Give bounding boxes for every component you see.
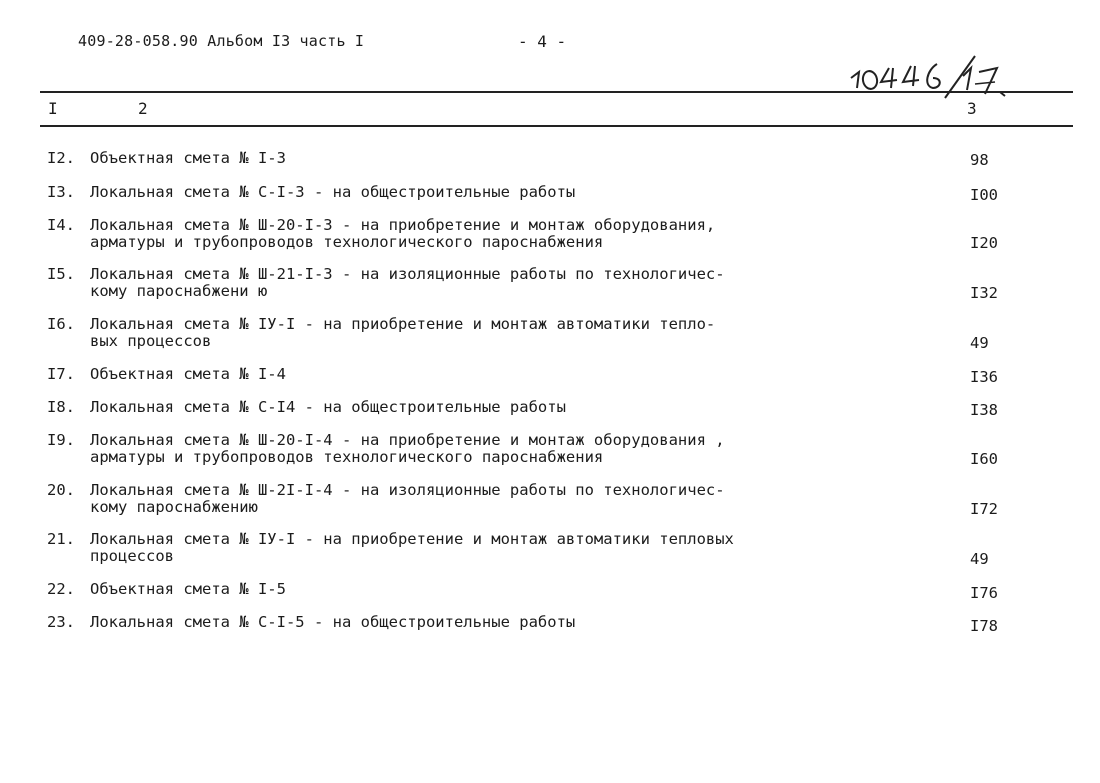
item-line-1: Локальная смета № IУ-I - на приобретение и монтаж автоматики тепловых: [90, 530, 734, 548]
item-line-1: Объектная смета № I-3: [90, 149, 286, 167]
item-number: I5.: [47, 265, 75, 283]
item-line-1: Объектная смета № I-5: [90, 580, 286, 598]
page-number: - 4 -: [518, 32, 567, 51]
header-rule-top: [40, 91, 1073, 93]
item-number: 20.: [47, 481, 75, 499]
item-number: 21.: [47, 530, 75, 548]
item-number: I7.: [47, 365, 75, 383]
item-line-2: вых процессов: [90, 332, 212, 350]
item-number: I6.: [47, 315, 75, 333]
item-page: I72: [970, 500, 998, 518]
item-page: I20: [970, 234, 998, 252]
item-number: I3.: [47, 183, 75, 201]
item-number: I4.: [47, 216, 75, 234]
item-page: 49: [970, 334, 989, 352]
item-page: I00: [970, 186, 998, 204]
item-text: [90, 366, 850, 383]
item-line-1: Локальная смета № IУ-I - на приобретение и монтаж автоматики тепло-: [90, 315, 716, 333]
item-page: I36: [970, 368, 998, 386]
item-number: 23.: [47, 613, 75, 631]
column-header-2: 2: [138, 99, 148, 118]
item-text: [90, 184, 850, 201]
item-line-2: арматуры и трубопроводов технологического пароснабжения: [90, 233, 604, 251]
item-line-1: Локальная смета № Ш-21-I-3 - на изоляционные работы по технологичес-: [90, 265, 725, 283]
header-rule-bottom: [40, 125, 1073, 127]
item-number: I2.: [47, 149, 75, 167]
item-number: I8.: [47, 398, 75, 416]
item-text: [90, 432, 850, 466]
item-page: I32: [970, 284, 998, 302]
item-text: [90, 399, 850, 416]
item-number: 22.: [47, 580, 75, 598]
item-line-2: кому пароснабжению: [90, 498, 258, 516]
item-text: [90, 614, 850, 631]
item-page: 98: [970, 151, 989, 169]
item-line-1: Локальная смета № С-I-5 - на общестроительные работы: [90, 613, 576, 631]
item-page: I60: [970, 450, 998, 468]
document-code: 409-28-058.90 Альбом I3 часть I: [78, 32, 365, 50]
item-text: [90, 316, 850, 350]
item-line-1: Объектная смета № I-4: [90, 365, 286, 383]
item-line-2: кому пароснабжени ю: [90, 282, 268, 300]
item-text: [90, 531, 850, 565]
column-header-3: 3: [967, 99, 977, 118]
item-text: [90, 482, 850, 516]
item-text: [90, 266, 850, 300]
item-page: I38: [970, 401, 998, 419]
item-text: [90, 217, 850, 251]
item-number: I9.: [47, 431, 75, 449]
item-page: I78: [970, 617, 998, 635]
item-line-1: Локальная смета № С-I-3 - на общестроительные работы: [90, 183, 576, 201]
handwritten-annotation: [845, 54, 1010, 102]
item-line-1: Локальная смета № С-I4 - на общестроительные работы: [90, 398, 566, 416]
item-text: [90, 581, 850, 598]
item-line-1: Локальная смета № Ш-20-I-4 - на приобретение и монтаж оборудования ,: [90, 431, 725, 449]
item-line-1: Локальная смета № Ш-2I-I-4 - на изоляционные работы по технологичес-: [90, 481, 725, 499]
column-header-1: I: [48, 99, 58, 118]
item-page: 49: [970, 550, 989, 568]
item-line-2: процессов: [90, 547, 174, 565]
item-line-2: арматуры и трубопроводов технологического пароснабжения: [90, 448, 604, 466]
item-line-1: Локальная смета № Ш-20-I-3 - на приобретение и монтаж оборудования,: [90, 216, 716, 234]
item-page: I76: [970, 584, 998, 602]
item-text: [90, 150, 850, 167]
